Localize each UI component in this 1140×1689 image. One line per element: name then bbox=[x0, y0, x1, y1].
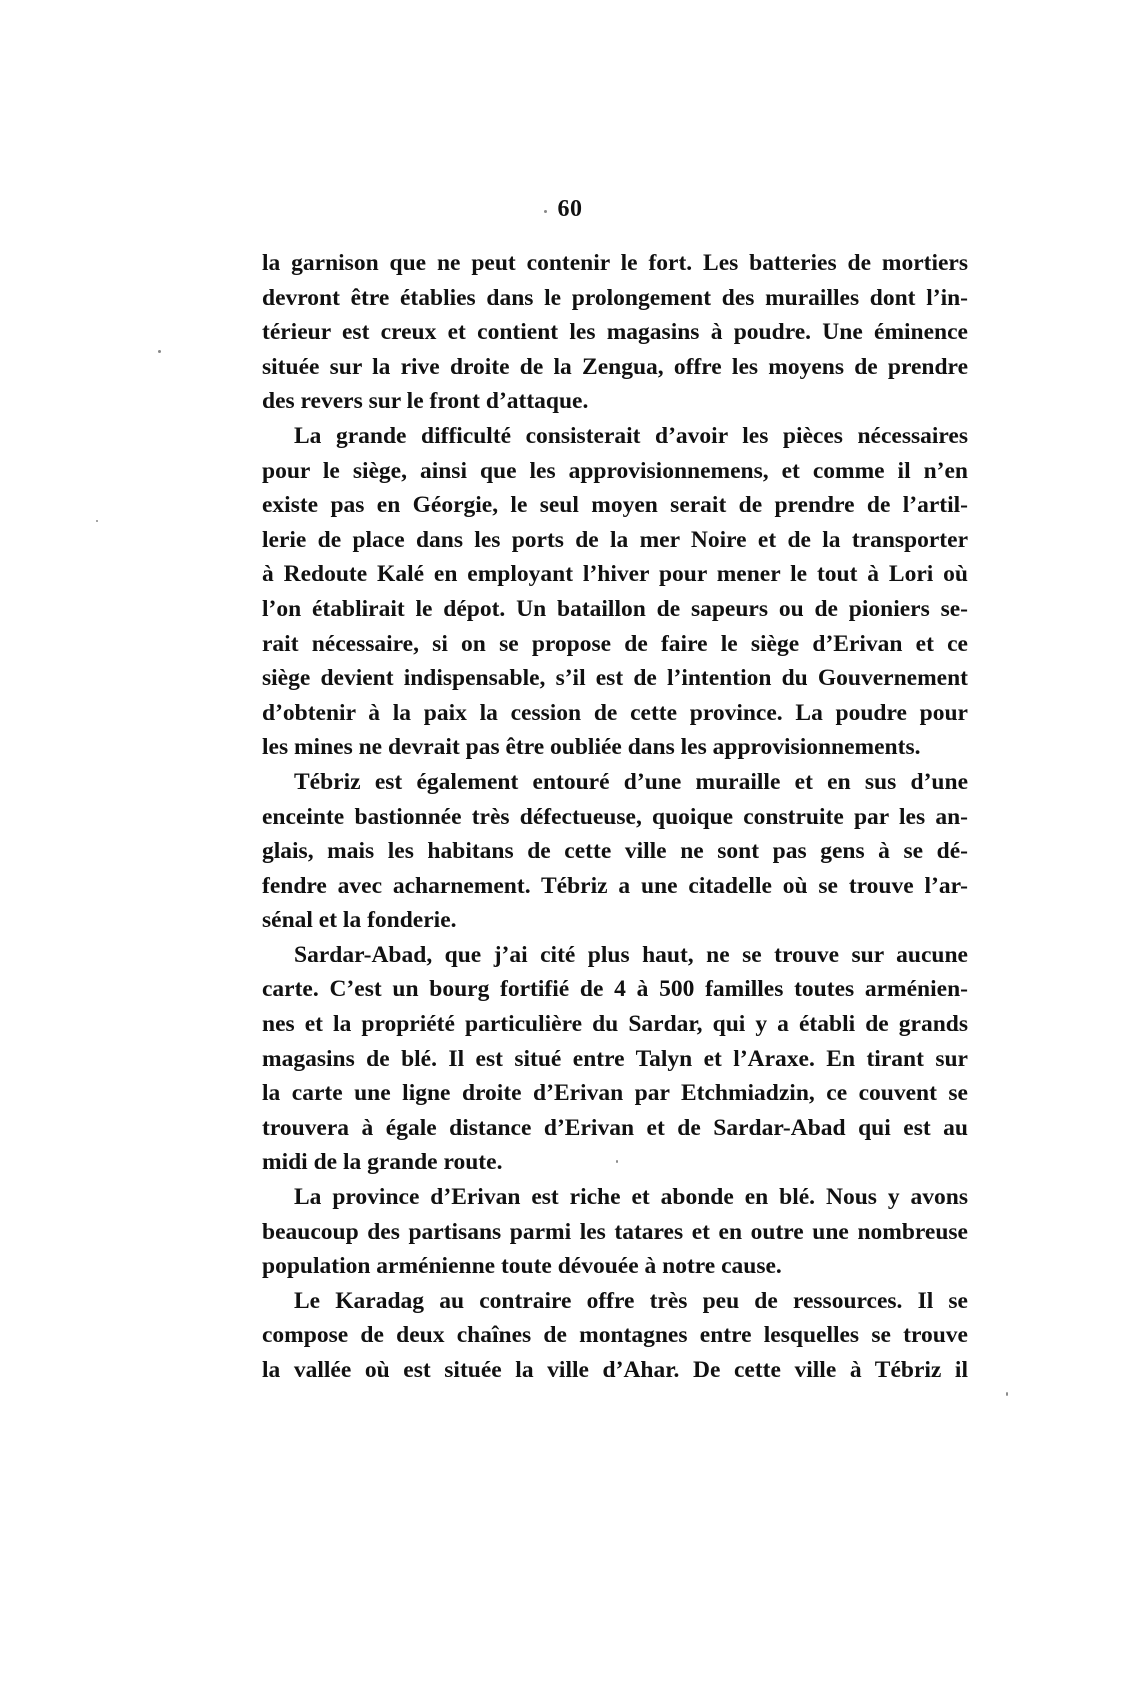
text-line: La grande difficulté consisterait d’avoir les pièces nécessaires bbox=[294, 422, 968, 449]
paragraph bbox=[262, 1284, 968, 1388]
text-line: glais, mais les habitans de cette ville ne sont pas gens à se dé- bbox=[262, 838, 968, 865]
text-line: fendre avec acharnement. Tébriz a une citadelle où se trouve l’ar- bbox=[262, 872, 968, 899]
scan-speck bbox=[544, 210, 547, 213]
text-line: térieur est creux et contient les magasins à poudre. Une éminence bbox=[262, 319, 968, 346]
text-line: pour le siège, ainsi que les approvisionnemens, et comme il n’en bbox=[262, 457, 968, 484]
text-line: siège devient indispensable, s’il est de l’intention du Gouvernement bbox=[262, 665, 968, 692]
text-line: Sardar-Abad, que j’ai cité plus haut, ne se trouve sur aucune bbox=[294, 941, 968, 968]
text-line: enceinte bastionnée très défectueuse, quoique construite par les an- bbox=[262, 803, 968, 830]
text-line: midi de la grande route. bbox=[262, 1149, 503, 1176]
scan-speck bbox=[158, 350, 161, 353]
text-line: rait nécessaire, si on se propose de faire le siège d’Erivan et ce bbox=[262, 630, 968, 657]
text-line: la garnison que ne peut contenir le fort. Les batteries de mortiers bbox=[262, 250, 968, 276]
text-line: la carte une ligne droite d’Erivan par Etchmiadzin, ce couvent se bbox=[262, 1080, 968, 1107]
paragraph bbox=[262, 938, 968, 1180]
text-line: Tébriz est également entouré d’une muraille et en sus d’une bbox=[294, 768, 968, 795]
paragraph bbox=[262, 419, 968, 765]
paragraph bbox=[262, 1180, 968, 1284]
text-line: sénal et la fonderie. bbox=[262, 907, 457, 934]
text-line: Le Karadag au contraire offre très peu de ressources. Il se bbox=[294, 1287, 968, 1314]
text-line: population arménienne toute dévouée à notre cause. bbox=[262, 1253, 782, 1280]
text-line: beaucoup des partisans parmi les tatares et en outre une nombreuse bbox=[262, 1218, 968, 1245]
text-line: la vallée où est située la ville d’Ahar. De cette ville à Tébriz il bbox=[262, 1357, 968, 1383]
scan-speck bbox=[616, 1160, 618, 1163]
paragraph bbox=[262, 765, 968, 938]
page-number: 60 bbox=[557, 196, 583, 222]
text-line: des revers sur le front d’attaque. bbox=[262, 388, 589, 415]
text-line: La province d’Erivan est riche et abonde en blé. Nous y avons bbox=[294, 1184, 968, 1211]
text-line: lerie de place dans les ports de la mer Noire et de la transporter bbox=[262, 526, 968, 553]
text-line: les mines ne devrait pas être oubliée dans les approvisionnements. bbox=[262, 734, 921, 761]
text-line: à Redoute Kalé en employant l’hiver pour mener le tout à Lori où bbox=[262, 561, 968, 588]
text-line: située sur la rive droite de la Zengua, offre les moyens de prendre bbox=[262, 353, 968, 380]
scan-speck bbox=[96, 520, 98, 522]
text-line: nes et la propriété particulière du Sardar, qui y a établi de grands bbox=[262, 1011, 968, 1038]
body-text bbox=[262, 246, 968, 1388]
text-line: trouvera à égale distance d’Erivan et de Sardar-Abad qui est au bbox=[262, 1114, 968, 1141]
text-line: compose de deux chaînes de montagnes entre lesquelles se trouve bbox=[262, 1322, 968, 1349]
text-line: l’on établirait le dépot. Un bataillon de sapeurs ou de pioniers se- bbox=[262, 595, 968, 622]
text-line: carte. C’est un bourg fortifié de 4 à 500 familles toutes arménien- bbox=[262, 976, 968, 1003]
text-line: devront être établies dans le prolongement des murailles dont l’in- bbox=[262, 284, 968, 311]
text-line: existe pas en Géorgie, le seul moyen serait de prendre de l’artil- bbox=[262, 492, 968, 519]
scan-speck bbox=[1006, 1392, 1008, 1396]
text-line: d’obtenir à la paix la cession de cette province. La poudre pour bbox=[262, 699, 968, 726]
text-line: magasins de blé. Il est situé entre Talyn et l’Araxe. En tirant sur bbox=[262, 1045, 968, 1072]
paragraph bbox=[262, 246, 968, 419]
